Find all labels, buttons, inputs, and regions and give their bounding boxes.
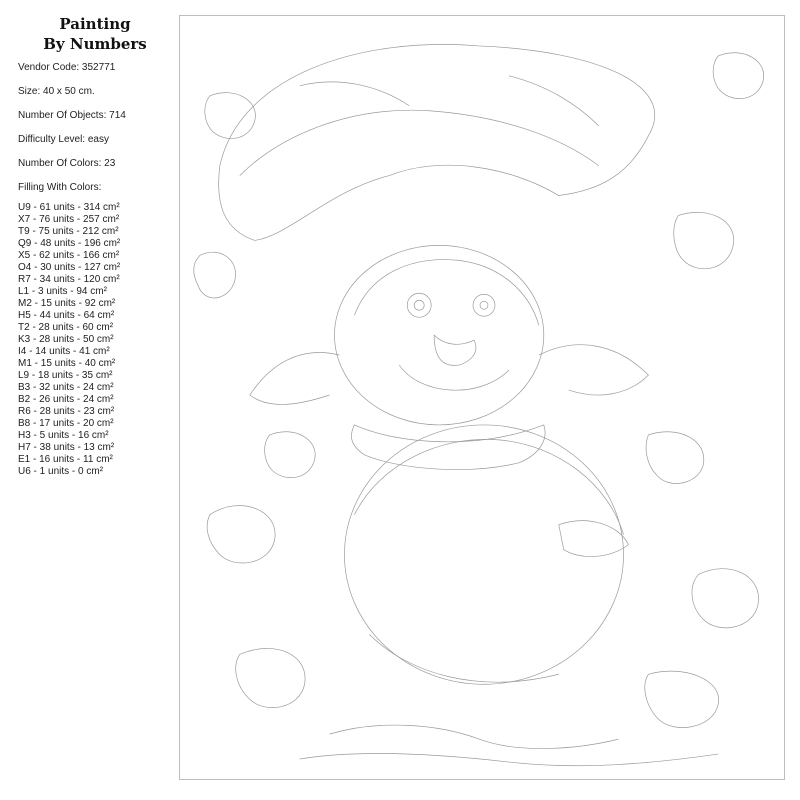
color-item: X5 - 62 units - 166 cm² [18,250,120,261]
color-item: K3 - 28 units - 50 cm² [18,334,114,345]
color-item: L9 - 18 units - 35 cm² [18,370,113,381]
color-item: R7 - 34 units - 120 cm² [18,274,120,285]
color-item: R6 - 28 units - 23 cm² [18,406,115,417]
color-item: H7 - 38 units - 13 cm² [18,442,115,453]
number-of-objects: Number Of Objects: 714 [18,110,126,121]
color-item: U9 - 61 units - 314 cm² [18,202,120,213]
title [0,14,176,54]
size: Size: 40 x 50 cm. [18,86,95,97]
vendor-code: Vendor Code: 352771 [18,62,116,73]
color-item: T9 - 75 units - 212 cm² [18,226,119,237]
product-info [18,62,178,206]
color-item: L1 - 3 units - 94 cm² [18,286,107,297]
color-item: I4 - 14 units - 41 cm² [18,346,110,357]
filling-header: Filling With Colors: [18,182,102,193]
color-item: M1 - 15 units - 40 cm² [18,358,116,369]
color-item: B3 - 32 units - 24 cm² [18,382,114,393]
color-item: Q9 - 48 units - 196 cm² [18,238,121,249]
title-line-1: Painting [59,15,131,33]
color-item: H5 - 44 units - 64 cm² [18,310,115,321]
color-item: X7 - 76 units - 257 cm² [18,214,120,225]
coloring-canvas [179,15,785,780]
color-item: H3 - 5 units - 16 cm² [18,430,109,441]
title-line-2: By Numbers [43,35,147,53]
color-item: O4 - 30 units - 127 cm² [18,262,121,273]
color-item: U6 - 1 units - 0 cm² [18,466,104,477]
color-item: T2 - 28 units - 60 cm² [18,322,114,333]
color-list [18,202,178,478]
number-of-colors: Number Of Colors: 23 [18,158,116,169]
line-art-illustration [180,16,784,779]
color-item: B2 - 26 units - 24 cm² [18,394,114,405]
color-item: M2 - 15 units - 92 cm² [18,298,116,309]
color-item: B8 - 17 units - 20 cm² [18,418,114,429]
color-item: E1 - 16 units - 11 cm² [18,454,113,465]
difficulty-level: Difficulty Level: easy [18,134,109,145]
